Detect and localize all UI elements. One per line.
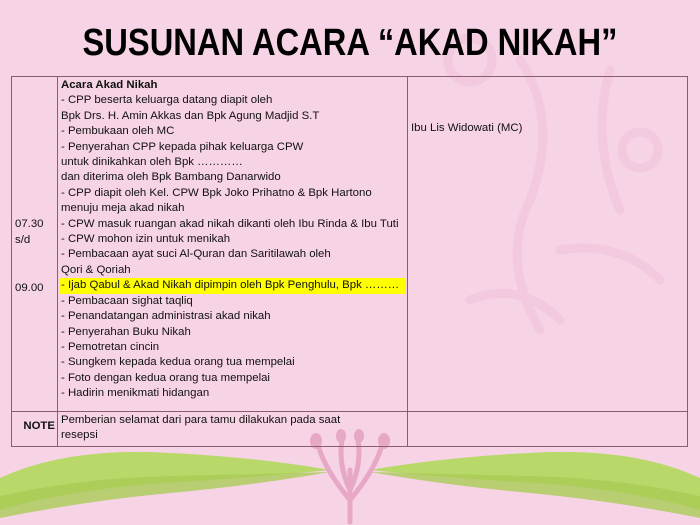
list-item: menuju meja akad nikah [61, 202, 185, 215]
list-item: - Pembukaan oleh MC [61, 125, 175, 138]
list-item: - Penandatangan administrasi akad nikah [61, 310, 271, 323]
person-in-charge: Ibu Lis Widowati (MC) [411, 122, 523, 134]
list-item: Bpk Drs. H. Amin Akkas dan Bpk Agung Madjid S.T [61, 109, 320, 122]
note-cell [58, 412, 408, 447]
highlighted-list-item: - Ijab Qabul & Akad Nikah dipimpin oleh Bpk Penghulu, Bpk ……… [60, 278, 405, 293]
table-row [12, 77, 688, 412]
agenda-cell [58, 77, 408, 412]
list-item: - CPP beserta keluarga datang diapit oleh [61, 94, 273, 107]
list-item: - Penyerahan Buku Nikah [61, 325, 191, 338]
note-label: NOTE [12, 412, 58, 447]
list-item: untuk dinikahkan oleh Bpk ………… [61, 156, 243, 169]
list-item: - Hadirin menikmati hidangan [61, 387, 210, 400]
person-in-charge-cell [408, 77, 688, 412]
schedule-table [11, 76, 688, 447]
note-empty-cell [408, 412, 688, 447]
table-row [12, 412, 688, 447]
list-item: - CPP diapit oleh Kel. CPW Bpk Joko Prihatno & Bpk Hartono [61, 186, 372, 199]
list-item: - Foto dengan kedua orang tua mempelai [61, 371, 270, 384]
list-item: - Pembacaan sighat taqliq [61, 294, 193, 307]
list-item: - Penyerahan CPP kepada pihak keluarga CPW [61, 140, 304, 153]
time-separator: s/d [15, 234, 31, 246]
time-cell [12, 77, 58, 412]
note-text: Pemberian selamat dari para tamu dilakukan pada saat resepsi [61, 414, 341, 442]
flower-icon [318, 440, 382, 522]
left-leaf-icon [0, 452, 330, 510]
list-item: - CPW masuk ruangan akad nikah dikanti oleh Ibu Rinda & Ibu Tuti [61, 217, 399, 230]
time-start: 07.30 [15, 218, 44, 230]
list-item: Qori & Qoriah [61, 263, 131, 276]
list-item: - Pembacaan ayat suci Al-Quran dan Saritilawah oleh [61, 248, 331, 261]
right-leaf-icon [370, 452, 700, 510]
right-leaf-shade [370, 472, 700, 518]
list-item: - Pemotretan cincin [61, 340, 160, 353]
left-leaf-shade [0, 472, 330, 518]
agenda-heading: Acara Akad Nikah [61, 79, 158, 91]
list-item: - CPW mohon izin untuk menikah [61, 233, 231, 246]
page-title: SUSUNAN ACARA “AKAD NIKAH” [82, 22, 618, 64]
time-end: 09.00 [15, 282, 44, 294]
list-item: dan diterima oleh Bpk Bambang Danarwido [61, 171, 281, 184]
list-item: - Sungkem kepada kedua orang tua mempelai [61, 356, 295, 369]
